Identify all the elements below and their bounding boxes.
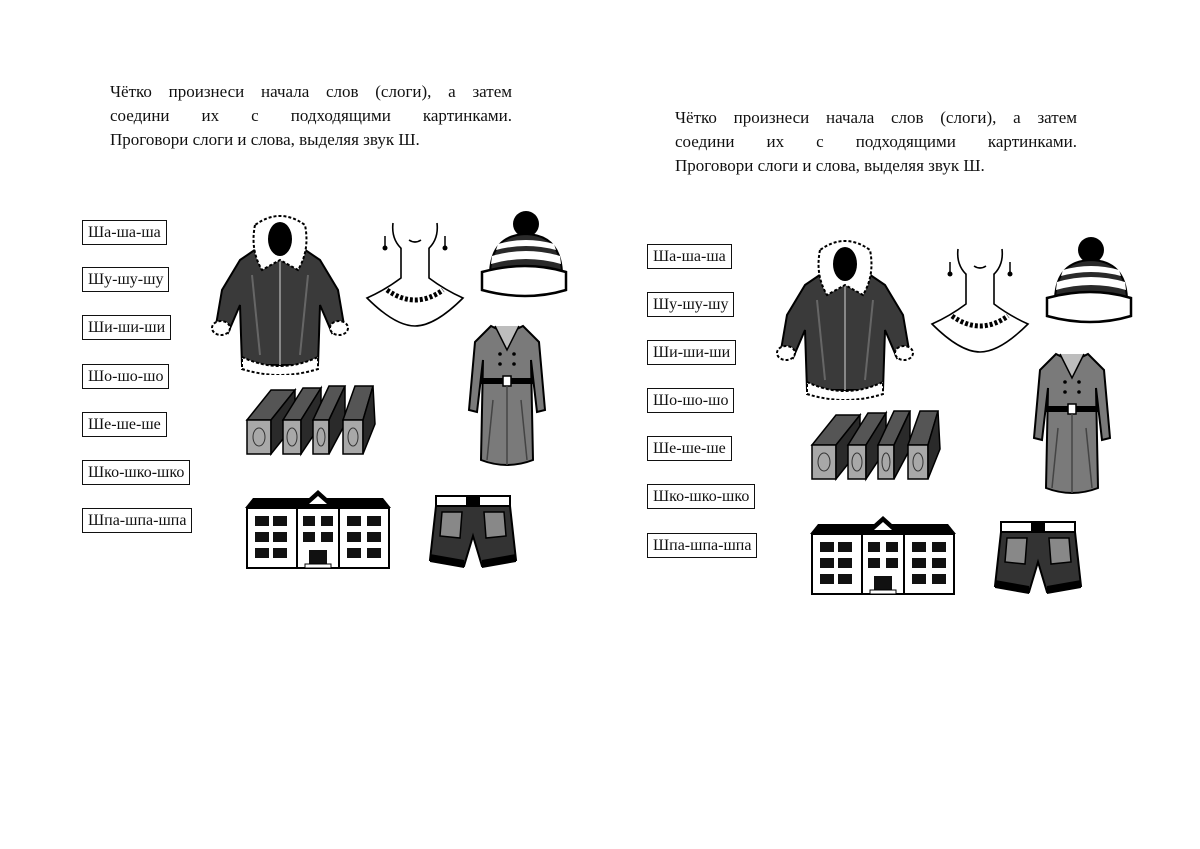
syllable-box[interactable]: Шпа-шпа-шпа [82, 508, 192, 533]
syllable-box[interactable]: Шо-шо-шо [647, 388, 734, 413]
wooden-sleepers-picture[interactable] [243, 380, 393, 460]
syllable-box[interactable]: Шо-шо-шо [82, 364, 169, 389]
shorts-picture[interactable] [428, 492, 518, 572]
syllable-box[interactable]: Ша-ша-ша [82, 220, 167, 245]
syllable-box[interactable]: Ша-ша-ша [647, 244, 732, 269]
knit-hat-picture[interactable] [478, 210, 568, 300]
syllable-box[interactable]: Ши-ши-ши [82, 315, 171, 340]
syllable-box[interactable]: Ше-ше-ше [82, 412, 167, 437]
instruction-line: Чётко произнеси начала слов (слоги), а затем [110, 82, 512, 101]
instruction-line: соедини их с подходящими картинками. [675, 132, 1077, 151]
school-building-picture[interactable] [243, 490, 393, 570]
greatcoat-picture[interactable] [467, 320, 547, 470]
instruction-line: Проговори слоги и слова, выделяя звук Ш. [675, 156, 985, 175]
instruction-line: Чётко произнеси начала слов (слоги), а затем [675, 108, 1077, 127]
wooden-sleepers-picture[interactable] [808, 405, 958, 485]
school-building-picture[interactable] [808, 516, 958, 596]
fur-coat-picture[interactable] [210, 205, 350, 375]
syllable-box[interactable]: Ше-ше-ше [647, 436, 732, 461]
syllable-box[interactable]: Шу-шу-шу [82, 267, 169, 292]
syllable-box[interactable]: Шко-шко-шко [647, 484, 755, 509]
knit-hat-picture[interactable] [1043, 236, 1133, 326]
fur-coat-picture[interactable] [775, 230, 915, 400]
syllable-box[interactable]: Шпа-шпа-шпа [647, 533, 757, 558]
instruction-text [110, 80, 512, 152]
greatcoat-picture[interactable] [1032, 348, 1112, 498]
instruction-line: Проговори слоги и слова, выделяя звук Ш. [110, 130, 420, 149]
syllable-box[interactable]: Ши-ши-ши [647, 340, 736, 365]
neck-necklace-picture[interactable] [930, 244, 1030, 354]
instruction-text [675, 106, 1077, 178]
right-page [600, 0, 1200, 849]
syllable-box[interactable]: Шу-шу-шу [647, 292, 734, 317]
neck-necklace-picture[interactable] [365, 218, 465, 328]
instruction-line: соедини их с подходящими картинками. [110, 106, 512, 125]
shorts-picture[interactable] [993, 518, 1083, 598]
syllable-box[interactable]: Шко-шко-шко [82, 460, 190, 485]
